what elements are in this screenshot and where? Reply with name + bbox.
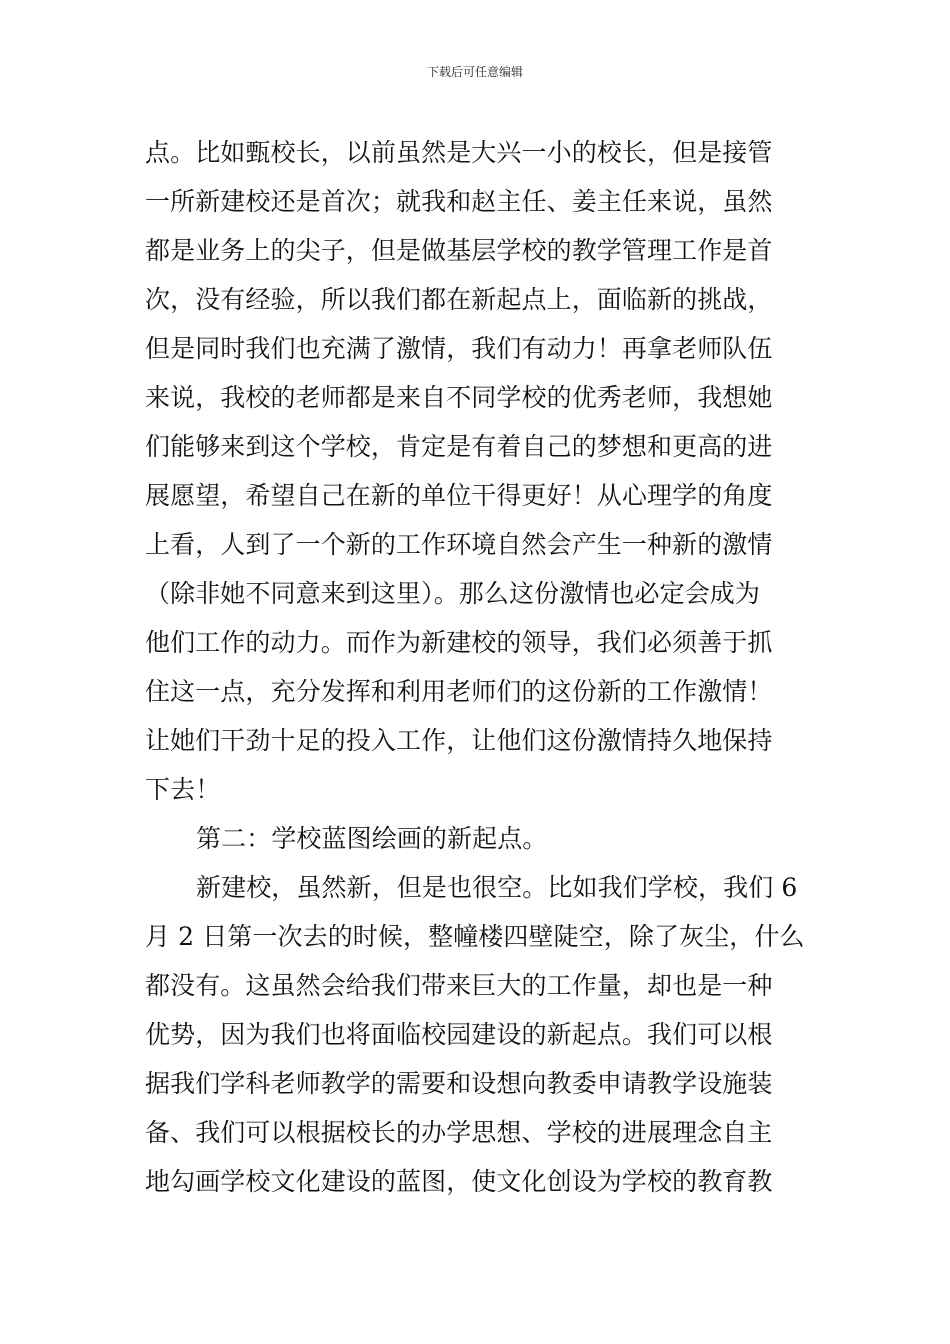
- body-text: [145, 128, 810, 1206]
- text-line: 地勾画学校文化建设的蓝图，使文化创设为学校的教育教: [145, 1167, 773, 1196]
- paragraph-first-line: 新建校，虽然新，但是也很空。比如我们学校，我们 6: [196, 873, 798, 902]
- text-line: 优势，因为我们也将面临校园建设的新起点。我们可以根: [145, 1020, 773, 1049]
- text-line: 据我们学科老师教学的需要和设想向教委申请教学设施装: [145, 1069, 773, 1098]
- text-line: 展愿望，希望自己在新的单位干得更好！从心理学的角度: [145, 481, 773, 510]
- text-line: 月 2 日第一次去的时候，整幢楼四壁陡空，除了灰尘，什么: [145, 922, 805, 951]
- text-line: 来说，我校的老师都是来自不同学校的优秀老师，我想她: [145, 383, 773, 412]
- text-line: 下去！: [145, 775, 221, 804]
- text-line: 他们工作的动力。而作为新建校的领导，我们必须善于抓: [145, 628, 773, 657]
- text-line: 们能够来到这个学校，肯定是有着自己的梦想和更高的进: [145, 432, 773, 461]
- text-line: 上看，人到了一个新的工作环境自然会产生一种新的激情: [145, 530, 773, 559]
- page-header: 下载后可任意编辑: [426, 65, 523, 79]
- text-line: 一所新建校还是首次；就我和赵主任、姜主任来说，虽然: [145, 187, 773, 216]
- text-line: （除非她不同意来到这里）。那么这份激情也必定会成为: [145, 579, 761, 608]
- text-line: 都是业务上的尖子，但是做基层学校的教学管理工作是首: [145, 236, 773, 265]
- text-line: 让她们干劲十足的投入工作，让他们这份激情持久地保持: [145, 726, 773, 755]
- text-line: 但是同时我们也充满了激情，我们有动力！再拿老师队伍: [145, 334, 773, 363]
- text-line: 备、我们可以根据校长的办学思想、学校的进展理念自主: [145, 1118, 773, 1147]
- section-heading: 第二：学校蓝图绘画的新起点。: [196, 824, 548, 853]
- text-line: 点。比如甄校长，以前虽然是大兴一小的校长，但是接管: [145, 138, 773, 167]
- text-line: 次，没有经验，所以我们都在新起点上，面临新的挑战，: [145, 285, 773, 314]
- text-line: 住这一点，充分发挥和利用老师们的这份新的工作激情！: [145, 677, 773, 706]
- text-line: 都没有。这虽然会给我们带来巨大的工作量，却也是一种: [145, 971, 773, 1000]
